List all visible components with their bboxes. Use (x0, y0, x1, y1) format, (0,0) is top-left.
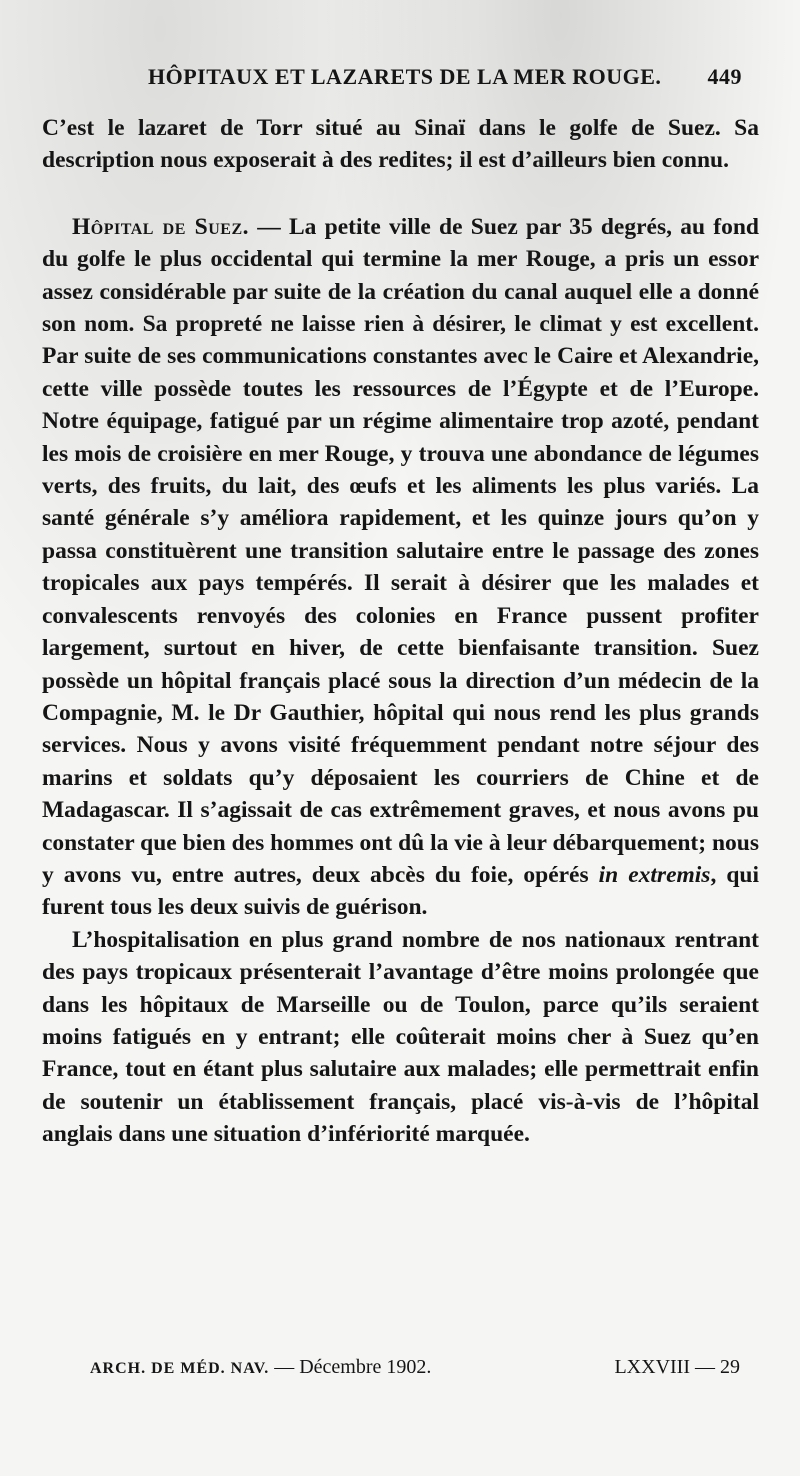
section-gap (42, 177, 759, 211)
page-number: 449 (707, 64, 742, 89)
running-head-title: HÔPITAUX ET LAZARETS DE LA MER ROUGE. (148, 64, 662, 89)
page-footer (90, 1356, 740, 1379)
section-heading: Hôpital de Suez. (72, 213, 249, 240)
paragraph-2-body: — La petite ville de Suez par 35 degrés, au fond du golfe le plus occidental qui termine la mer Rouge, a pris un essor assez considérable par suite de la création du canal auquel elle a donné son nom. Sa propreté ne laisse rien à désirer, le climat y est excellent. Par suite de ses communications constantes avec le Caire et Alexandrie, cette ville possède toutes les ressources de l’Égypte et de l’Europe. Notre équipage, fatigué par un régime alimentaire trop azoté, pendant les mois de croisière en mer Rouge, y trouva une abondance de légumes verts, des fruits, du lait, des œufs et les aliments les plus variés. La santé générale s’y améliora rapidement, et les quinze jours qu’on y passa constituèrent une transition salutaire entre le passage des zones tropicales aux pays tempérés. Il serait à désirer que les malades et convalescents renvoyés des colonies en France pussent profiter largement, surtout en hiver, de cette bienfaisante transition. Suez possède un hôpital français placé sous la direction d’un médecin de la Compagnie, M. le Dr Gauthier, hôpital qui nous rend les plus grands services. Nous y avons visité fréquemment pendant notre séjour des marins et soldats qu’y déposaient les courriers de Chine et de Madagascar. Il s’agissait de cas extrêmement graves, et nous avons pu constater que bien des hommes ont dû la vie à leur débarquement; nous y avons vu, entre autres, deux abcès du foie, opérés (42, 213, 759, 888)
running-head (148, 64, 742, 90)
italic-phrase: in extremis (598, 861, 711, 888)
paragraph-2 (42, 211, 759, 924)
footer-journal: ARCH. DE MÉD. NAV. (90, 1360, 270, 1377)
footer-volume: LXXVIII — 29 (614, 1356, 740, 1378)
body-text (42, 112, 759, 1151)
footer-date: — Décembre 1902. (274, 1356, 432, 1378)
paragraph-1: C’est le lazaret de Torr situé au Sinaï dans le golfe de Suez. Sa description nous exposerait à des redites; il est d’ailleurs bien connu. (42, 115, 759, 174)
paragraph-3: L’hospitalisation en plus grand nombre de nos nationaux rentrant des pays tropicaux présenterait l’avantage d’être moins prolongée que dans les hôpitaux de Marseille ou de Toulon, parce qu’ils seraient moins fatigués en y entrant; elle coûterait moins cher à Suez qu’en France, tout en étant plus salutaire aux malades; elle permettrait enfin de soutenir un établissement français, placé vis-à-vis de l’hôpital anglais dans une situation d’infériorité marquée. (42, 926, 759, 1148)
footer-citation (90, 1356, 431, 1379)
paragraph-2-end: , qui furent tous les deux suivis de guérison. (42, 861, 759, 921)
